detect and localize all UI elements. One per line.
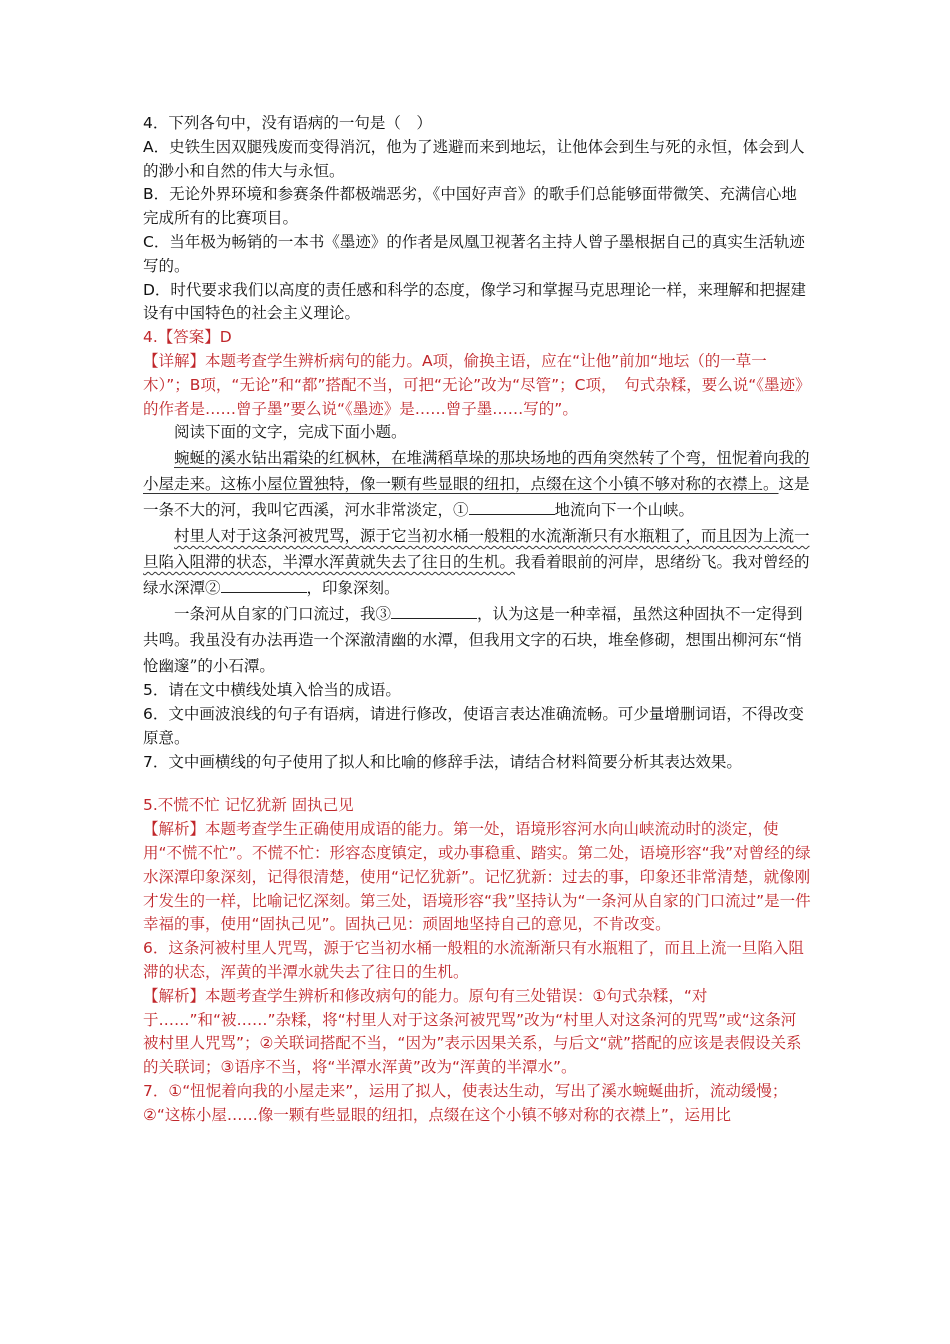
blank-3 [391,603,477,619]
passage-paragraph-3 [143,601,811,679]
passage-text: 我看着眼前的河岸，思绪纷飞。我对曾经的绿水深潭② [143,553,810,598]
question-4-answer: 4.【答案】D [143,328,232,347]
question-5: 5．请在文中横线处填入恰当的成语。 [143,681,401,700]
passage-text: 地流向下一个山峡。 [554,501,695,520]
passage-text: 这是一条不大的河，我叫它西溪，河水非常淡定，① [143,475,810,520]
passage-wavy-sentence: 村里人对于这条河被咒骂，源于它当初水桶一般粗的水流渐渐只有水瓶粗了，而且因为上流一旦陷入阻滞的状态，半潭水浑黄就失去了往日的生机。 [143,527,810,572]
document-page [143,112,811,1128]
passage-text: ，认为这是一种幸福，虽然这种固执不一定得到共鸣。我虽没有办法再造一个深澈清幽的水潭，但我用文字的石块，堆垒修砌，想围出柳河东“悄怆幽邃”的小石潭。 [143,605,803,676]
question-4-option-a: A．史铁生因双腿残废而变得消沉，他为了逃避而来到地坛，让他体会到生与死的永恒，体会到人的渺小和自然的伟大与永恒。 [143,137,805,180]
blank-1 [469,499,555,515]
answer-5: 5.不慌不忙 记忆犹新 固执己见 [143,796,354,815]
question-4-option-d: D．时代要求我们以高度的责任感和科学的态度，像学习和掌握马克思理论一样，来理解和把握建设有中国特色的社会主义理论。 [143,280,806,323]
answer-7: 7．①“忸怩着向我的小屋走来”，运用了拟人，使表达生动，写出了溪水蜿蜒曲折，流动缓慢；②“这栋小屋……像一颗有些显眼的纽扣，点缀在这个小镇不够对称的衣襟上”，运用比 [143,1081,788,1124]
reading-intro: 阅读下面的文字，完成下面小题。 [174,423,407,442]
passage-paragraph-2 [143,523,811,601]
spacer [143,774,811,794]
answer-5-explanation: 【解析】本题考查学生正确使用成语的能力。第一处，语境形容河水向山峡流动时的淡定，使用“不慌不忙”。不慌不忙：形容态度镇定，或办事稳重、踏实。第二处，语境形容“我”对曾经的绿水深潭印象深刻，记得很清楚，使用“记忆犹新”。记忆犹新：过去的事，印象还非常清楚，就像刚才发生的一样，比喻记忆深刻。第三处，语境形容“我”坚持认为“一条河从自家的门口流过”是一件幸福的事，使用“固执己见”。固执己见：顽固地坚持自己的意见，不肯改变。 [143,820,811,934]
question-4-stem: 4．下列各句中，没有语病的一句是（ ） [143,114,432,132]
blank-2 [221,577,307,593]
question-7: 7．文中画横线的句子使用了拟人和比喻的修辞手法，请结合材料简要分析其表达效果。 [143,752,742,771]
answer-6: 6．这条河被村里人咒骂，源于它当初水桶一般粗的水流渐渐只有水瓶粗了，而且上流一旦陷入阻滞的状态，浑黄的半潭水就失去了往日的生机。 [143,939,804,981]
passage-paragraph-1 [143,445,811,523]
question-4-explanation: 【详解】本题考查学生辨析病句的能力。A项，偷换主语，应在“让他”前加“地坛（的一草一木）”；B项，“无论”和“都”搭配不当，可把“无论”改为“尽管”；C项， 句式杂糅，要么说“《墨迹》的作者是……曾子墨”要么说“《墨迹》是……曾子墨……写的”。 [143,351,811,418]
question-6: 6．文中画波浪线的句子有语病，请进行修改，使语言表达准确流畅。可少量增删词语，不得改变原意。 [143,704,804,747]
question-4-option-b: B．无论外界环境和参赛条件都极端恶劣，《中国好声音》的歌手们总能够面带微笑、充满信心地完成所有的比赛项目。 [143,185,797,228]
question-4-option-c: C．当年极为畅销的一本书《墨迹》的作者是凤凰卫视著名主持人曾子墨根据自己的真实生活轨迹写的。 [143,232,805,275]
passage-text: 一条河从自家的门口流过，我③ [174,605,392,624]
passage-underlined-sentence: 蜿蜒的溪水钻出霜染的红枫林，在堆满稻草垛的那块场地的西角突然转了个弯，忸怩着向我的小屋走来。这栋小屋位置独特，像一颗有些显眼的纽扣，点缀在这个小镇不够对称的衣襟上。 [143,449,810,494]
passage-text: ，印象深刻。 [306,579,400,598]
answer-6-explanation: 【解析】本题考查学生辨析和修改病句的能力。原句有三处错误：①句式杂糅，“对于……”和“被……”杂糅，将“村里人对于这条河被咒骂”改为“村里人对这条河的咒骂”或“这条河被村里人咒骂”；②关联词搭配不当，“因为”表示因果关系，与后文“就”搭配的应该是表假设关系的关联词；③语序不当，将“半潭水浑黄”改为“浑黄的半潭水”。 [143,986,802,1077]
